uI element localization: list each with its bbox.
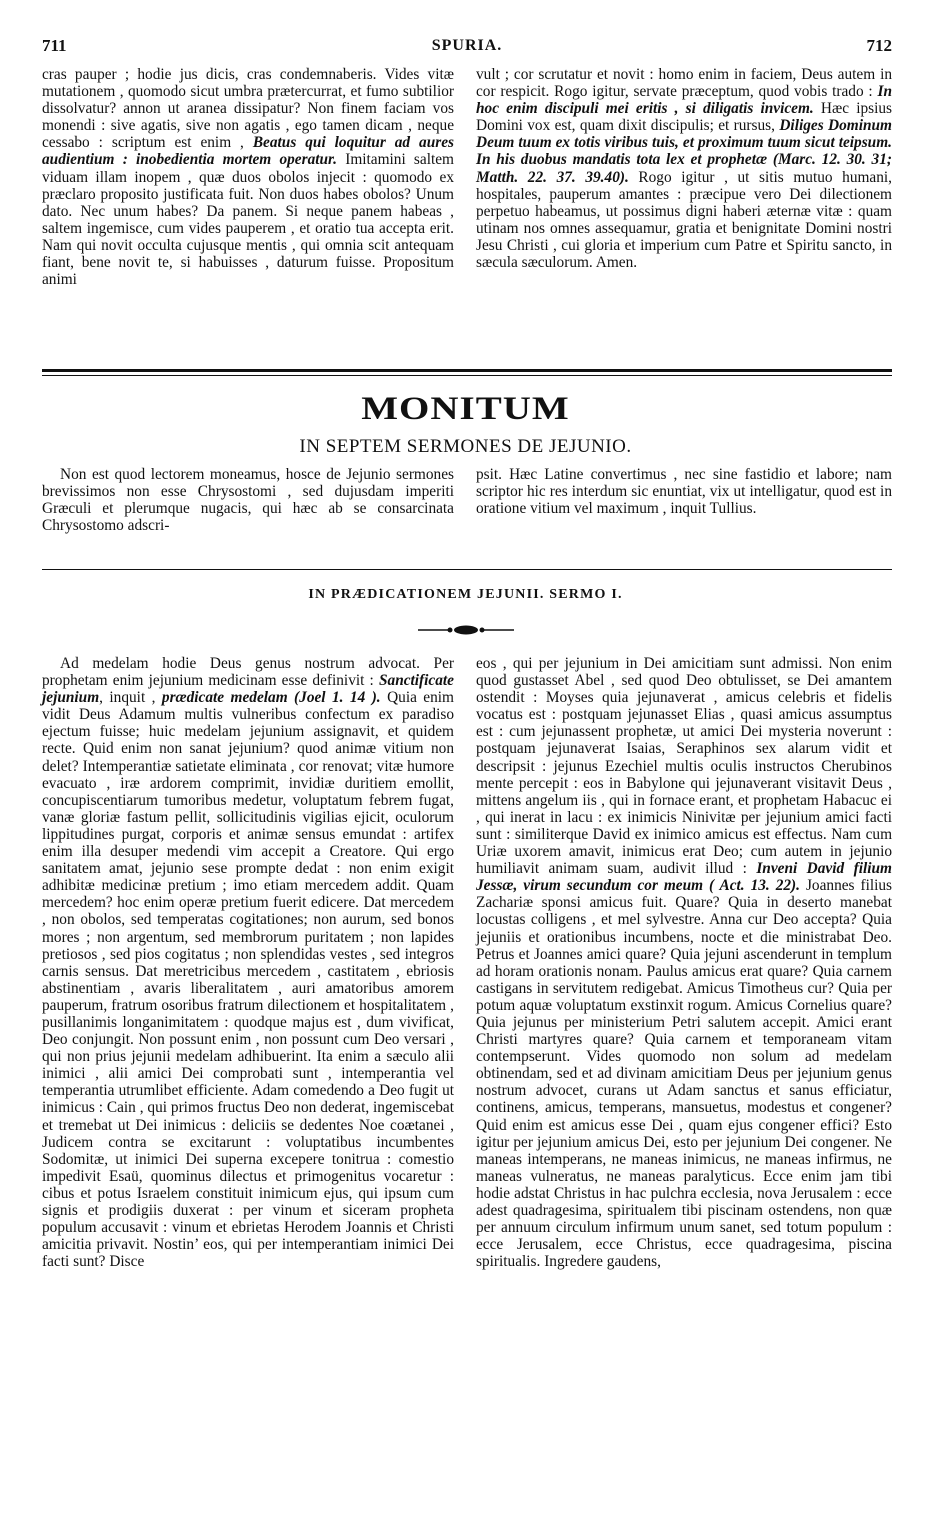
running-title: SPURIA. [431, 37, 503, 54]
sermo-right-text-b: Joannes filius Zachariæ sponsi amicus fuit. Quare? Quia in deserto manebat locustas colligens , et mel sylvestre. Anna cur Deo accepta? Quia jejuniis et orationibus incumbens, nocte et die ministrabat Deo. Petrus et Joannes amici quare? Quia jejuni ascenderunt in templum ad horam orationis nonam. Paulus amicus erat quare? Quia carnem castigans in servitutem redigebat. Amicus Timotheus cur? Quia per potum aquæ voluptatum exstinxit rogum. Amicus Cornelius quare? Quia jejunus per ministerium Petri salutem accepit. Amici erant Christi martyres quare? Quia carnem et temporaneam vitam contempserunt. Vides quomodo non solum ad medelam obtinendam, sed et ad divinam amicitiam Deus per jejunium genus nostrum advocet, curans ut Adam sanctus et sanus efficiatur, continens, amicus, temperans, mansuetus, modestus et congener? Quid enim est amicus esse Dei , quam ejus congener effici? Esto igitur per jejunium amicus Dei, esto per jejunium Dei congener. Ne maneas intemperans, ne maneas inimicus, ne maneas infirmus, ne maneas vulneratus, ne maneas paralyticus. Ecce enim jam tibi hodie adstat Christus in hac pulchra ecclesia, nova Jerusalem : ecce adest quadragesima, spiritualem tibi piscinam ostendens, non quæ per annuum circulum infirmum unum sanet, sed totum populum : ecce Jerusalem, ecce Christus, ecce quadragesima, piscina spiritualis. Ingredere gaudens, [476, 877, 892, 1271]
sermo-left-text-c: Quia enim vidit Deus Adamum multis vulneribus confectum ex paradiso ejectum fuisse; huic medelam jejunium assignavit, et quidem recte. Quid enim non sanat jejunium? quod animæ vitium non delet? Intemperantiæ satietate eliminata , cor renovat; vitæ humore evacuato , iræ ardorem comprimit, invidiæ duritiem emollit, concupiscentiarum tumoribus medetur, voluptatum febrem fugat, vanæ gloriæ fastum pellit, sollicitudinis vigilias ejicit, oculorum lippitudines purgat, corporis et animæ sensus emundat : artifex enim illa desuper medendi vim accepit a Creatore. Qui ergo sanitatem amat, jejunio sese prompte dedat : non enim exigit adhibitæ medicinæ pretium ; imo etiam mercedem addit. Quam mercedem? hoc enim operæ pretium fuerit edicere. Dat mercedem , non obolos, sed temperatas cogitationes; non aurum, sed bonos mores ; non argentum, sed membrorum puritatem ; non lapides pretiosos , sed pios cogitatus ; non splendidas vestes , sed integros carnis sensus. Dat meretricibus mercedem , castitatem , ebriosis abstinentiam , avaris liberalitatem , auri amatoribus amorem pauperum, fratrum osoribus fratrum dilectionem et hospitalitatem , pusillanimis longanimitatem : quodque majus est , dum vivificat, Deo conjungit. Non possunt enim , non possunt cum Deo versari , qui non prius jejunii medelam adhibuerint. Ita enim a sæculo alii inimici , alii amici Dei comprobati sunt , intemperantia vel temperantia utrumlibet efficiente. Adam comedendo a Deo fugit ut inimicus : Cain , qui primos fructus Deo non dederat, ingemiscebat et tremebat ut Dei inimicus : deliciis se dedentes Noe coætanei , Judicem contra se excitarunt : voluptatibus incumbentes Sodomitæ, ut inimici Dei superna excepere tonitrua : comestio impedivit Esaü, quominus dilectus et primogenitus vocaretur : cibus et potus Israelem constituit inimicum ejus, qui ipsum cum signis et prodigiis duxerat : per vinum et siceram propheta populum accusavit : vinum et ebrietas Herodem Joannis et Christi amicitia privavit. Nostin’ eos, qui per intemperantiam inimici Dei facti sunt? Disce [42, 689, 454, 1271]
monitum-title: MONITUM [361, 390, 570, 427]
sermo-right-quote: Inveni David filium Jessæ, virum secundum cor meum [476, 860, 892, 895]
sermo-left-reference: (Joel 1. 14 ). [287, 689, 381, 707]
monitum-right-text: psit. Hæc Latine convertimus , nec sine fastidio et labore; nam scriptor hic res interdum sic enuntiat, vix ut intelligatur, quod est in oratione vitium vel maximum , inquit Tullius. [476, 466, 892, 518]
sermo-left-text-b: , inquit , [99, 689, 162, 707]
page-number-right: 712 [866, 36, 892, 55]
top-right-text-3: Rogo igitur , ut sitis mutuo humani, hospitales, pauperum amantes : præcipue vero Dei dilectionem perpetuo habeamus, ut possimus digni haberi æternæ vitæ : quam utinam nos omnes assequamur, gratia et benignitate Domini nostri Jesu Christi , cui gloria et imperium cum Patre et Spiritu sancto, in sæcula sæculorum. Amen. [476, 168, 893, 272]
sermo-left-text-a: Ad medelam hodie Deus genus nostrum advocat. Per prophetam enim jejunium medicinam esse definivit : [42, 655, 454, 690]
section-double-rule [42, 369, 892, 376]
top-left-text-2: Imitamini saltem viduam illam inopem , quæ duos obolos injecit : quomodo ex præclaro proposito justificata fuit. Non duos habes obolos? Unum dato. Nec unum habes? Da panem. Si neque panem habeas , saltem ingemisce, cum vides pauperem , et oratio tua accepta erit. Nam qui novit occulta cujusque mentis , qui omnia scit antequam fiant, bene novit te, si habuisses , daturum fuisse. Propositum animi [42, 151, 454, 289]
top-right-text-2: Hæc ipsius Domini vox est, quam dixit discipulis; et rursus, [476, 100, 893, 135]
sermo-left-quote-2: prædicate medelam [161, 689, 288, 707]
top-right-quote-2: Diliges Dominum Deum tuum ex totis viribus tuis, et proximum tuum sicut teipsum. In his duobus mandatis tota lex et prophetæ [476, 117, 892, 169]
sermo-right-text-a: eos , qui per jejunium in Dei amicitiam sunt admissi. Non enim quod gustasset Abel , sed quod Deo obtulisset, se Dei amantem ostendit : Moyses quia jejunaverat , amicus celebris et fidelis vocatus est : postquam jejunasset Elias , quasi amicus assumptus est : cum jejunassent prophetæ, ut amici Dei mysteria noverunt : postquam jejunaverat Isaias, Seraphinos sex alarum vidit et descripsit : jejunus Ezechiel multis oculis instructos Cherubinos mente percepit : eos in Babylone qui jejunaverant visitavit Deus , mittens angelum iis , qui in fornace erant, et prophetam Habacuc ei , qui inerat in lacu : ex inimicis Ninivitæ per jejunium amici facti sunt : similiterque David ex inimico amicus est effectus. Nam cum Uriæ uxorem amavit, inimicus erat Deo; cum autem in jejunio humiliavit animam suam, audivit illud : [476, 655, 892, 878]
top-right-column [476, 66, 892, 271]
monitum-right-column [476, 466, 892, 517]
sermo-left-column [42, 655, 454, 1270]
sermo-left-quote: Sanctificate jejunium [42, 672, 454, 707]
top-left-column [42, 66, 454, 288]
section-rule [42, 569, 892, 570]
sermo-title: IN PRÆDICATIONEM JEJUNII. SERMO I. [308, 587, 623, 602]
monitum-subtitle: IN SEPTEM SERMONES DE JEJUNIO. [299, 436, 632, 457]
sermo-right-reference: ( Act. 13. 22). [703, 877, 800, 895]
top-right-quote-1: In hoc enim discipuli mei eritis , si diligatis invicem. [476, 83, 892, 118]
running-header [42, 36, 892, 58]
monitum-left-column [42, 466, 454, 534]
ornament-divider [416, 624, 516, 636]
top-left-quote: Beatus qui loquitur ad aures audientium : inobedientia mortem operatur. [42, 134, 454, 169]
monitum-left-text: Non est quod lectorem moneamus, hosce de Jejunio sermones brevissimos non esse Chrysostomi , sed dujusdam imperiti Græculi et plerumque nugacis, qui hæc ab se consarcinata Chrysostomo adscri- [42, 466, 454, 535]
page-number-left: 711 [42, 36, 67, 55]
top-right-text: vult ; cor scrutatur et novit : homo enim in faciem, Deus autem in cor respicit. Rogo igitur, servate præceptum, quod vobis trado : [476, 66, 892, 101]
sermo-right-column [476, 655, 892, 1270]
top-right-reference: (Marc. 12. 30. 31; Matth. 22. 37. 39.40). [476, 151, 892, 186]
top-left-text: cras pauper ; hodie jus dicis, cras condemnaberis. Vides vitæ mutationem , quomodo sicut umbra prætercurrat, et fumo subtilior dissolvatur? annon ut aranea dissipatur? Non finem faciam vos monendi : sive agatis, sive non agatis , ego tamen dicam , neque cessabo : scriptum est enim , [42, 66, 454, 152]
